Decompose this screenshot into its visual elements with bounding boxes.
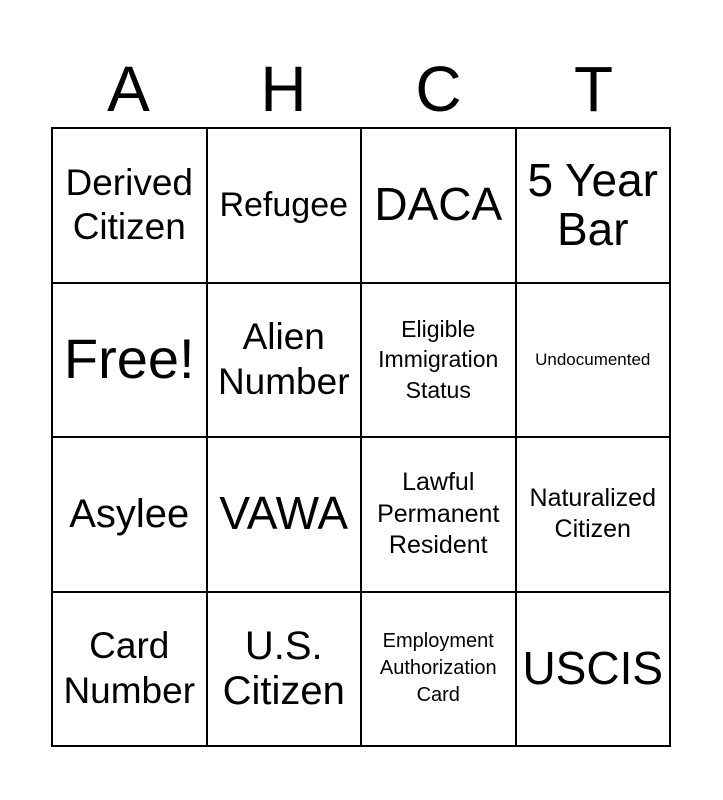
bingo-cell[interactable] xyxy=(517,284,672,439)
free-space-label: Free! xyxy=(63,327,195,391)
bingo-cell[interactable] xyxy=(208,438,363,593)
cell-label: Eligible Immigration Status xyxy=(378,315,499,404)
bingo-cell[interactable] xyxy=(53,593,208,748)
bingo-cell-free[interactable] xyxy=(53,284,208,439)
bingo-cell[interactable] xyxy=(362,593,517,748)
bingo-cell[interactable] xyxy=(362,438,517,593)
cell-label: Naturalized Citizen xyxy=(529,484,656,544)
bingo-cell[interactable] xyxy=(208,129,363,284)
cell-label: VAWA xyxy=(219,487,349,540)
cell-label: Employment Authorization Card xyxy=(379,630,497,707)
cell-label: 5 Year Bar xyxy=(527,153,658,256)
cell-label: Alien Number xyxy=(217,316,350,402)
bingo-header xyxy=(51,50,671,128)
header-letter-4: T xyxy=(573,53,614,125)
bingo-cell[interactable] xyxy=(517,593,672,748)
header-letter-2: H xyxy=(260,53,307,125)
cell-label: DACA xyxy=(374,178,503,231)
cell-label: Card Number xyxy=(63,625,196,711)
bingo-cell[interactable] xyxy=(53,129,208,284)
bingo-cell[interactable] xyxy=(362,129,517,284)
cell-label: USCIS xyxy=(522,641,664,694)
cell-label: U.S. Citizen xyxy=(222,623,345,713)
cell-label: Asylee xyxy=(69,491,190,536)
cell-label: Undocumented xyxy=(535,349,651,369)
bingo-cell[interactable] xyxy=(53,438,208,593)
cell-label: Lawful Permanent Resident xyxy=(377,468,500,559)
bingo-cell[interactable] xyxy=(208,593,363,748)
bingo-cell[interactable] xyxy=(362,284,517,439)
header-letter-1: A xyxy=(107,53,150,125)
bingo-cell[interactable] xyxy=(517,438,672,593)
bingo-cell[interactable] xyxy=(208,284,363,439)
cell-label: Refugee xyxy=(219,185,349,224)
bingo-board xyxy=(51,127,671,747)
cell-label: Derived Citizen xyxy=(65,161,193,248)
header-letter-3: C xyxy=(415,53,462,125)
bingo-cell[interactable] xyxy=(517,129,672,284)
